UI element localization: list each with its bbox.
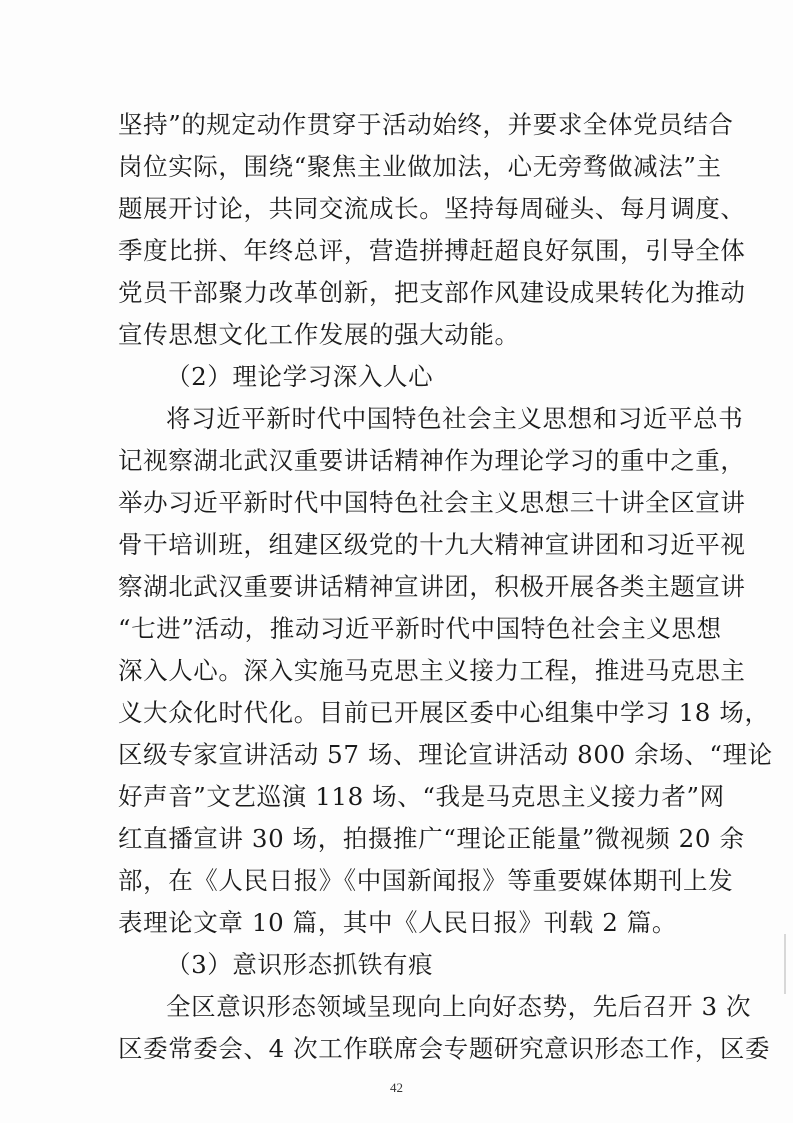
body-text-line: “七进”活动，推动习近平新时代中国特色社会主义思想: [118, 614, 722, 643]
body-text-line: 宣传思想文化工作发展的强大动能。: [118, 320, 520, 349]
body-text-line: 举办习近平新时代中国特色社会主义思想三十讲全区宣讲: [118, 488, 746, 517]
body-text-line: 表理论文章 10 篇，其中《人民日报》刊载 2 篇。: [118, 908, 678, 937]
paragraph-first-line: 全区意识形态领域呈现向上向好态势，先后召开 3 次: [166, 992, 752, 1021]
body-text-line: 题展开讨论，共同交流成长。坚持每周碰头、每月调度、: [118, 194, 746, 223]
body-text-line: 红直播宣讲 30 场，拍摄推广“理论正能量”微视频 20 余: [118, 824, 745, 853]
body-text-line: 部，在《人民日报》《中国新闻报》等重要媒体期刊上发: [118, 866, 734, 895]
body-text-line: 党员干部聚力改革创新，把支部作风建设成果转化为推动: [118, 278, 746, 307]
body-text-line: 区级专家宣讲活动 57 场、理论宣讲活动 800 余场、“理论: [118, 740, 773, 769]
page-number: 42: [390, 1080, 403, 1095]
body-text-line: 坚持”的规定动作贯穿于活动始终，并要求全体党员结合: [118, 110, 734, 139]
body-text-line: 岗位实际，围绕“聚焦主业做加法，心无旁骛做减法”主: [118, 152, 722, 181]
paragraph-first-line: 将习近平新时代中国特色社会主义思想和习近平总书: [166, 404, 744, 433]
body-text-line: 察湖北武汉重要讲话精神宣讲团，积极开展各类主题宣讲: [118, 572, 746, 601]
body-text-line: 义大众化时代化。目前已开展区委中心组集中学习 18 场，: [118, 698, 770, 727]
scan-edge-mark: [784, 934, 786, 994]
body-text-line: 骨干培训班，组建区级党的十九大精神宣讲团和习近平视: [118, 530, 746, 559]
body-text-line: 深入人心。深入实施马克思主义接力工程，推进马克思主: [118, 656, 746, 685]
body-text-line: 季度比拼、年终总评，营造拼搏赶超良好氛围，引导全体: [118, 236, 746, 265]
body-text-line: 区委常委会、4 次工作联席会专题研究意识形态工作，区委: [118, 1034, 771, 1063]
body-text-line: 好声音”文艺巡演 118 场、“我是马克思主义接力者”网: [118, 782, 725, 811]
section-heading: （3）意识形态抓铁有痕: [166, 950, 434, 979]
body-text-line: 记视察湖北武汉重要讲话精神作为理论学习的重中之重，: [118, 446, 746, 475]
section-heading: （2）理论学习深入人心: [166, 362, 434, 391]
